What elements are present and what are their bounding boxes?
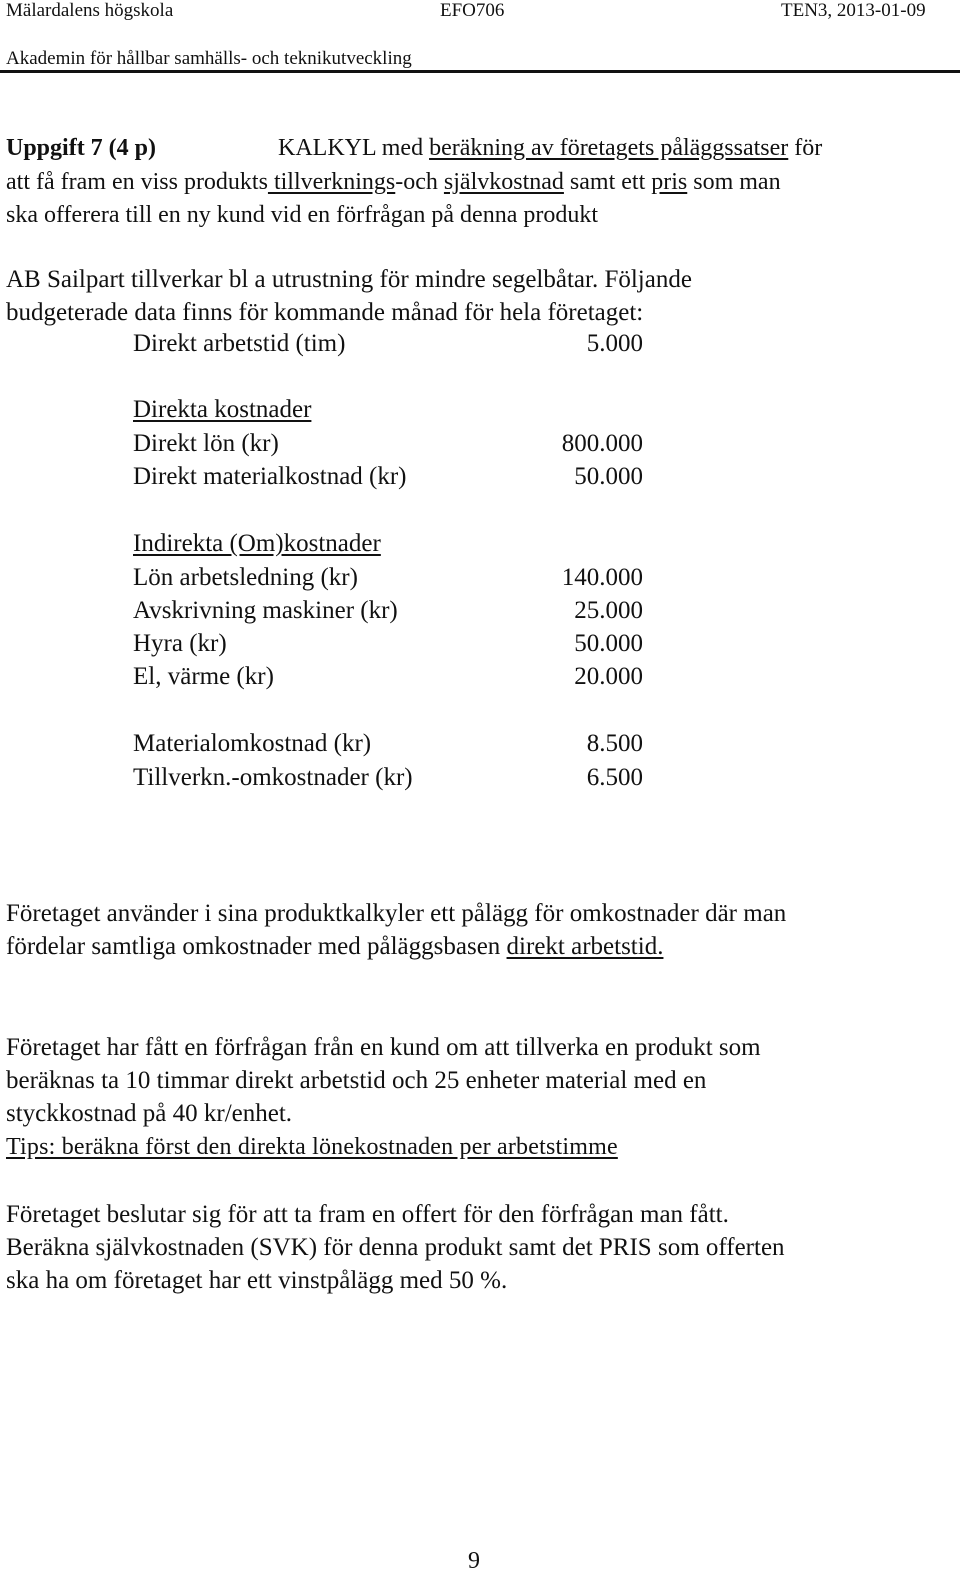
para2-line-3: styckkostnad på 40 kr/enhet. [6, 1100, 293, 1127]
task-line-2-text: att få fram en viss produkts [6, 169, 268, 195]
para1-line-2 [6, 930, 663, 963]
page-number: 9 [468, 1548, 480, 1574]
row-value: 800.000 [561, 430, 643, 457]
row-hyra [133, 630, 653, 663]
para2-line-2: beräknas ta 10 timmar direkt arbetstid och 25 enheter material med en [6, 1067, 707, 1094]
row-label: Direkt lön (kr) [133, 430, 279, 457]
row-value: 8.500 [586, 730, 643, 757]
row-label: Direkt materialkostnad (kr) [133, 463, 407, 490]
direkta-heading: Direkta kostnader [133, 396, 312, 423]
row-value: 25.000 [574, 597, 643, 624]
header-subtitle: Akademin för hållbar samhälls- och teknikutveckling [6, 48, 412, 69]
task-line-1-end: för [788, 135, 823, 161]
para2-line-1: Företaget har fått en förfrågan från en kund om att tillverka en produkt som [6, 1034, 761, 1061]
tip-line: Tips: beräkna först den direkta lönekostnaden per arbetstimme [6, 1134, 618, 1160]
header-course: EFO706 [440, 0, 505, 21]
row-el-varme [133, 663, 653, 696]
task-line-2-text-b: -och [395, 169, 444, 195]
row-direkt-material [133, 463, 653, 496]
header-divider [0, 70, 960, 73]
para1-line-2-text: fördelar samtliga omkostnader med påläggsbasen [6, 933, 507, 960]
para3-line-3: ska ha om företaget har ett vinstpålägg med 50 %. [6, 1267, 508, 1294]
indirekta-heading: Indirekta (Om)kostnader [133, 530, 381, 557]
para1-line-1: Företaget använder i sina produktkalkyler ett pålägg för omkostnader där man [6, 900, 787, 927]
para3-line-2: Beräkna självkostnaden (SVK) för denna produkt samt det PRIS som offerten [6, 1234, 785, 1261]
intro-line-1: AB Sailpart tillverkar bl a utrustning för mindre segelbåtar. Följande [6, 266, 692, 293]
row-value: 50.000 [574, 630, 643, 657]
row-label: Hyra (kr) [133, 630, 227, 657]
task-heading: Uppgift 7 (4 p) [6, 135, 157, 161]
row-label: Avskrivning maskiner (kr) [133, 597, 398, 624]
row-materialomkostnad [133, 730, 653, 763]
para3-line-1: Företaget beslutar sig för att ta fram en offert för den förfrågan man fått. [6, 1201, 729, 1228]
task-line-3: ska offerera till en ny kund vid en förfrågan på denna produkt [6, 202, 599, 228]
row-label: Direkt arbetstid (tim) [133, 330, 346, 357]
row-label: Lön arbetsledning (kr) [133, 564, 358, 591]
task-line-2 [6, 166, 781, 199]
task-line-1-text: KALKYL med [278, 135, 430, 161]
row-label: El, värme (kr) [133, 663, 274, 690]
row-tillverkn-omkostnader [133, 764, 653, 797]
task-line-1 [278, 132, 822, 165]
row-value: 6.500 [586, 764, 643, 791]
row-arbetstid [133, 330, 653, 363]
row-label: Materialomkostnad (kr) [133, 730, 372, 757]
task-line-1-underlined: beräkning av företagets påläggssatser [429, 135, 789, 161]
row-value: 50.000 [574, 463, 643, 490]
task-line-2-end: som man [687, 169, 781, 195]
row-direkt-lon [133, 430, 653, 463]
row-avskrivning [133, 597, 653, 630]
task-line-2-underlined-3: pris [651, 169, 688, 195]
row-lon-arbetsledning [133, 564, 653, 597]
task-line-2-underlined-1: tillverknings [267, 169, 396, 195]
para1-line-2-underlined: direkt arbetstid. [506, 933, 664, 960]
row-value: 20.000 [574, 663, 643, 690]
task-line-2-underlined-2: självkostnad [443, 169, 564, 195]
row-label: Tillverkn.-omkostnader (kr) [133, 764, 413, 791]
header-exam: TEN3, 2013-01-09 [781, 0, 926, 21]
header-school: Mälardalens högskola [6, 0, 174, 21]
intro-line-2: budgeterade data finns för kommande månad för hela företaget: [6, 299, 644, 326]
row-value: 140.000 [561, 564, 643, 591]
task-line-2-text-c: samt ett [563, 169, 652, 195]
row-value: 5.000 [586, 330, 643, 357]
